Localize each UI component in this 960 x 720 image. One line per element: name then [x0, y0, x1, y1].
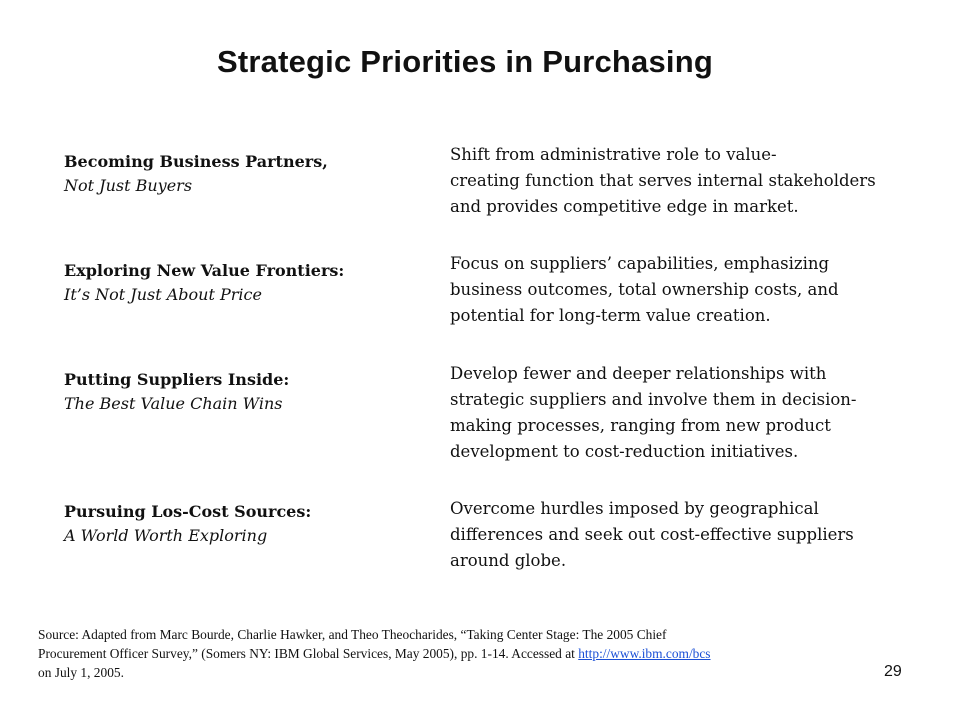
- priority-heading: Becoming Business Partners,: [64, 152, 328, 171]
- source-link[interactable]: http://www.ibm.com/bcs: [578, 646, 711, 661]
- description-line: differences and seek out cost-effective suppliers: [450, 525, 854, 544]
- description-line: business outcomes, total ownership costs, and: [450, 280, 839, 299]
- priority-subheading: Not Just Buyers: [64, 176, 193, 195]
- priority-label-3: [64, 368, 424, 416]
- priority-description-3: [450, 361, 930, 465]
- priority-label-1: [64, 150, 424, 198]
- source-line-2-text: Procurement Officer Survey,” (Somers NY: IBM Global Services, May 2005), pp. 1-14. Accessed at: [38, 646, 579, 661]
- description-line: Focus on suppliers’ capabilities, emphasizing: [450, 254, 830, 273]
- page-number: 29: [884, 663, 902, 680]
- description-line: Shift from administrative role to value-: [450, 145, 777, 164]
- priority-description-4: [450, 496, 930, 574]
- priority-subheading: A World Worth Exploring: [64, 526, 268, 545]
- description-line: around globe.: [450, 551, 567, 570]
- description-line: creating function that serves internal stakeholders: [450, 171, 876, 190]
- source-line-2: [38, 644, 928, 663]
- priority-label-4: [64, 500, 424, 548]
- priority-description-2: [450, 251, 930, 329]
- description-line: and provides competitive edge in market.: [450, 197, 799, 216]
- priority-heading: Putting Suppliers Inside:: [64, 370, 290, 389]
- priority-subheading: It’s Not Just About Price: [64, 285, 262, 304]
- priority-heading: Exploring New Value Frontiers:: [64, 261, 345, 280]
- priority-subheading: The Best Value Chain Wins: [64, 394, 283, 413]
- description-line: making processes, ranging from new product: [450, 416, 831, 435]
- source-citation: [38, 625, 928, 682]
- description-line: Overcome hurdles imposed by geographical: [450, 499, 819, 518]
- description-line: development to cost-reduction initiatives.: [450, 442, 799, 461]
- priority-heading: Pursuing Los-Cost Sources:: [64, 502, 312, 521]
- description-line: Develop fewer and deeper relationships with: [450, 364, 827, 383]
- slide-title: Strategic Priorities in Purchasing: [216, 44, 714, 79]
- source-line-3: on July 1, 2005.: [38, 665, 124, 680]
- description-line: strategic suppliers and involve them in decision-: [450, 390, 857, 409]
- priority-label-2: [64, 259, 424, 307]
- source-line-1: Source: Adapted from Marc Bourde, Charlie Hawker, and Theo Theocharides, “Taking Center Stage: The 2005 Chief: [38, 627, 667, 642]
- description-line: potential for long-term value creation.: [450, 306, 771, 325]
- priority-description-1: [450, 142, 930, 220]
